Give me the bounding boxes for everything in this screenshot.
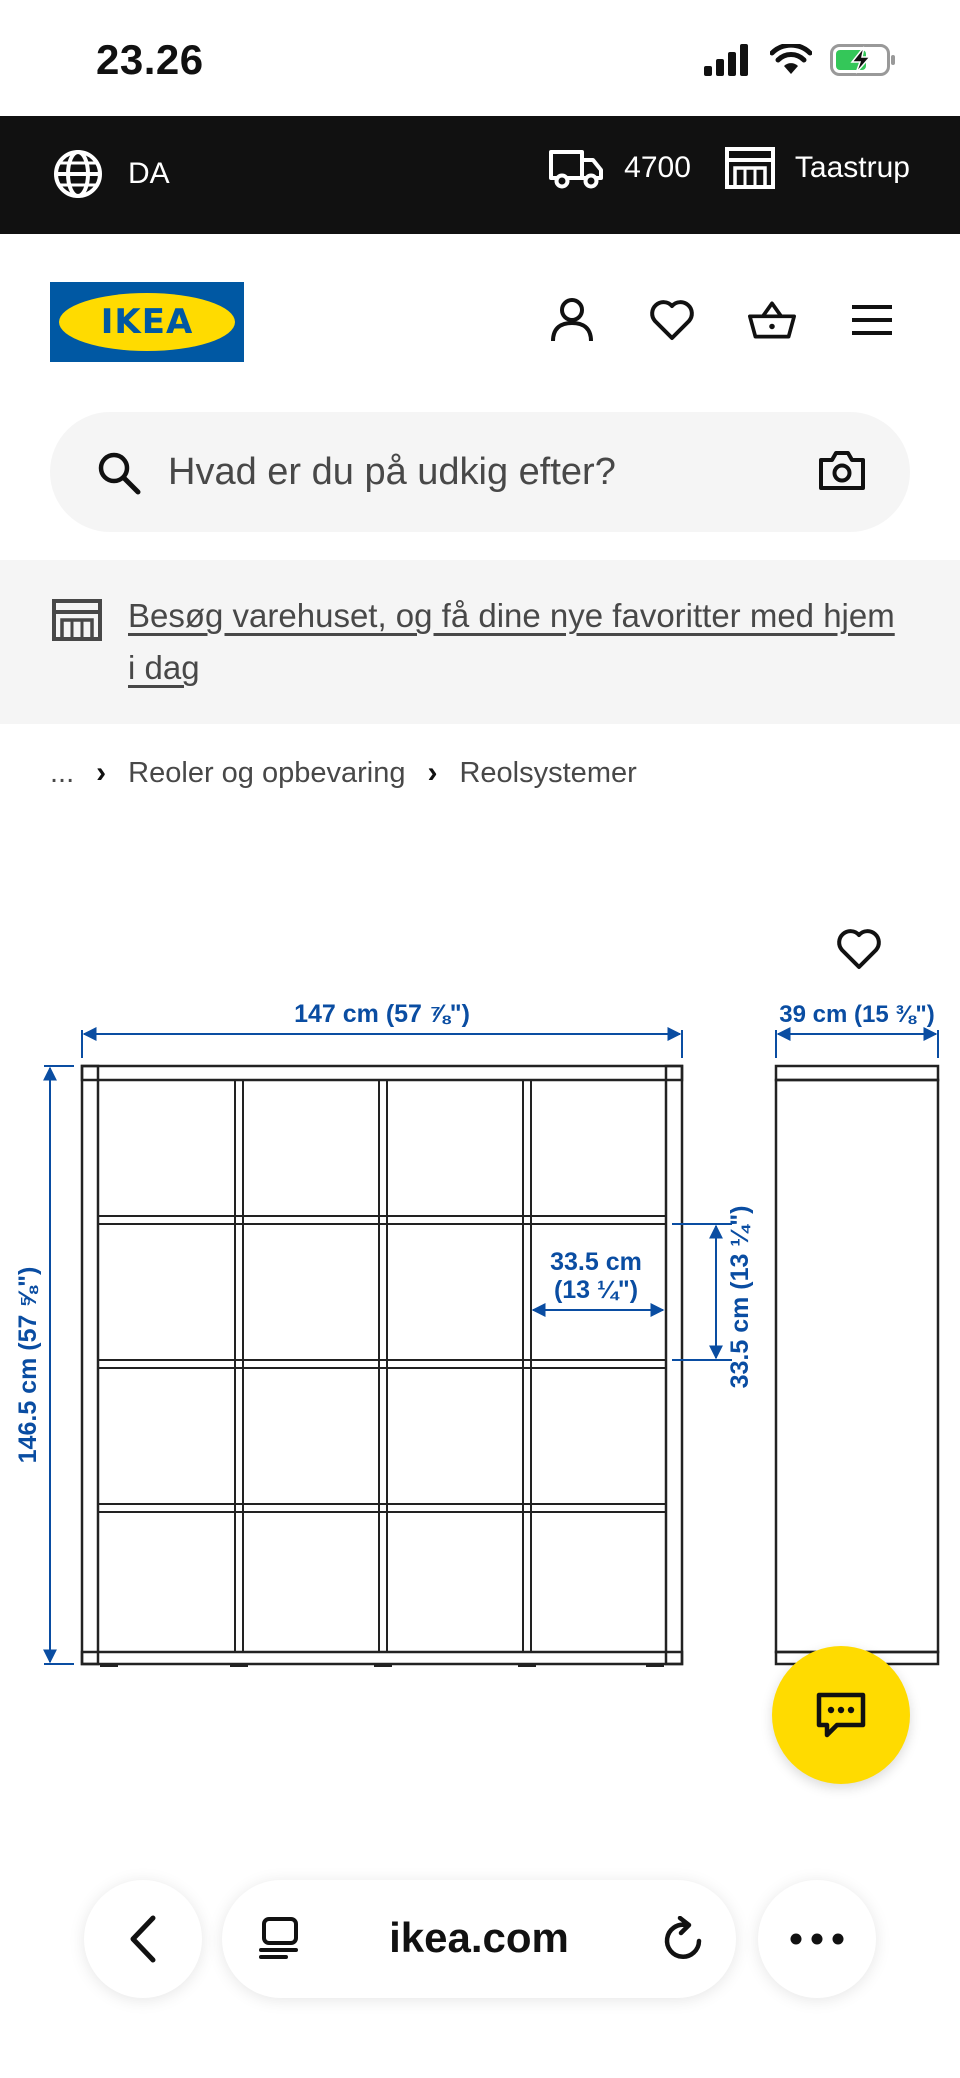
cellular-signal-icon (704, 44, 752, 76)
status-icons (704, 44, 896, 76)
delivery-postal-code[interactable] (548, 146, 691, 190)
basket-button[interactable] (748, 296, 796, 344)
search-input[interactable] (168, 432, 808, 512)
menu-button[interactable] (848, 296, 896, 344)
camera-search-icon[interactable] (818, 448, 866, 492)
language-label: DA (128, 157, 170, 190)
account-button[interactable] (548, 296, 596, 344)
logo-text: IKEA (100, 302, 194, 342)
reload-icon[interactable] (662, 1916, 706, 1962)
chevron-left-icon (127, 1914, 159, 1964)
basket-icon (748, 298, 796, 342)
breadcrumb-item-shelving-storage[interactable]: Reoler og opbevaring (128, 756, 406, 789)
status-time: 23.26 (96, 36, 204, 83)
breadcrumb-item-shelving-systems[interactable]: Reolsystemer (459, 756, 637, 789)
height-dimension-label: 146.5 cm (57 ⅝") (14, 1266, 42, 1464)
heart-icon (649, 299, 695, 341)
battery-charging-icon (830, 44, 896, 76)
chat-icon (815, 1691, 867, 1739)
shelf-front-view (82, 1066, 682, 1666)
width-dimension-label: 147 cm (57 ⅞") (294, 1000, 470, 1028)
search-bar (50, 412, 910, 532)
shelf-side-view (776, 1066, 938, 1664)
status-bar (0, 0, 960, 116)
cell-height-label: 33.5 cm (13 ¼") (726, 1205, 754, 1389)
ikea-logo[interactable] (50, 282, 244, 362)
cell-width-label-line2: (13 ¼") (553, 1276, 639, 1304)
store-visit-banner (0, 560, 960, 724)
chevron-right-icon: › (96, 756, 107, 789)
store-selector[interactable] (725, 146, 910, 190)
breadcrumb (50, 756, 637, 790)
chevron-right-icon: › (427, 756, 438, 789)
site-header (0, 234, 960, 404)
favourites-button[interactable] (648, 296, 696, 344)
cell-width-label-line1: 33.5 cm (550, 1248, 642, 1276)
product-dimension-image[interactable] (0, 890, 960, 1690)
address-url: ikea.com (389, 1914, 569, 1961)
browser-back-button[interactable] (84, 1880, 202, 1998)
user-icon (550, 297, 594, 343)
chat-button[interactable] (772, 1646, 910, 1784)
add-to-favourites-icon[interactable] (836, 928, 882, 970)
postal-code-label: 4700 (624, 151, 691, 184)
more-options-icon (790, 1933, 844, 1945)
search-icon (96, 450, 142, 496)
wifi-icon (770, 44, 812, 76)
store-visit-link[interactable]: Besøg varehuset, og få dine nye favoritter med hjem i dag (128, 597, 895, 686)
store-icon (52, 598, 102, 642)
address-bar[interactable] (222, 1880, 736, 1998)
language-selector[interactable] (52, 148, 170, 200)
store-label: Taastrup (794, 151, 910, 184)
hamburger-menu-icon (850, 303, 894, 337)
logo-oval (59, 293, 235, 351)
top-bar (0, 116, 960, 234)
breadcrumb-ellipsis[interactable]: ... (50, 756, 75, 789)
depth-dimension-label: 39 cm (15 ⅜") (779, 1001, 935, 1028)
store-icon (725, 146, 775, 190)
browser-toolbar (0, 1860, 960, 2078)
globe-icon (52, 148, 104, 200)
truck-icon (548, 146, 604, 190)
browser-more-button[interactable] (758, 1880, 876, 1998)
